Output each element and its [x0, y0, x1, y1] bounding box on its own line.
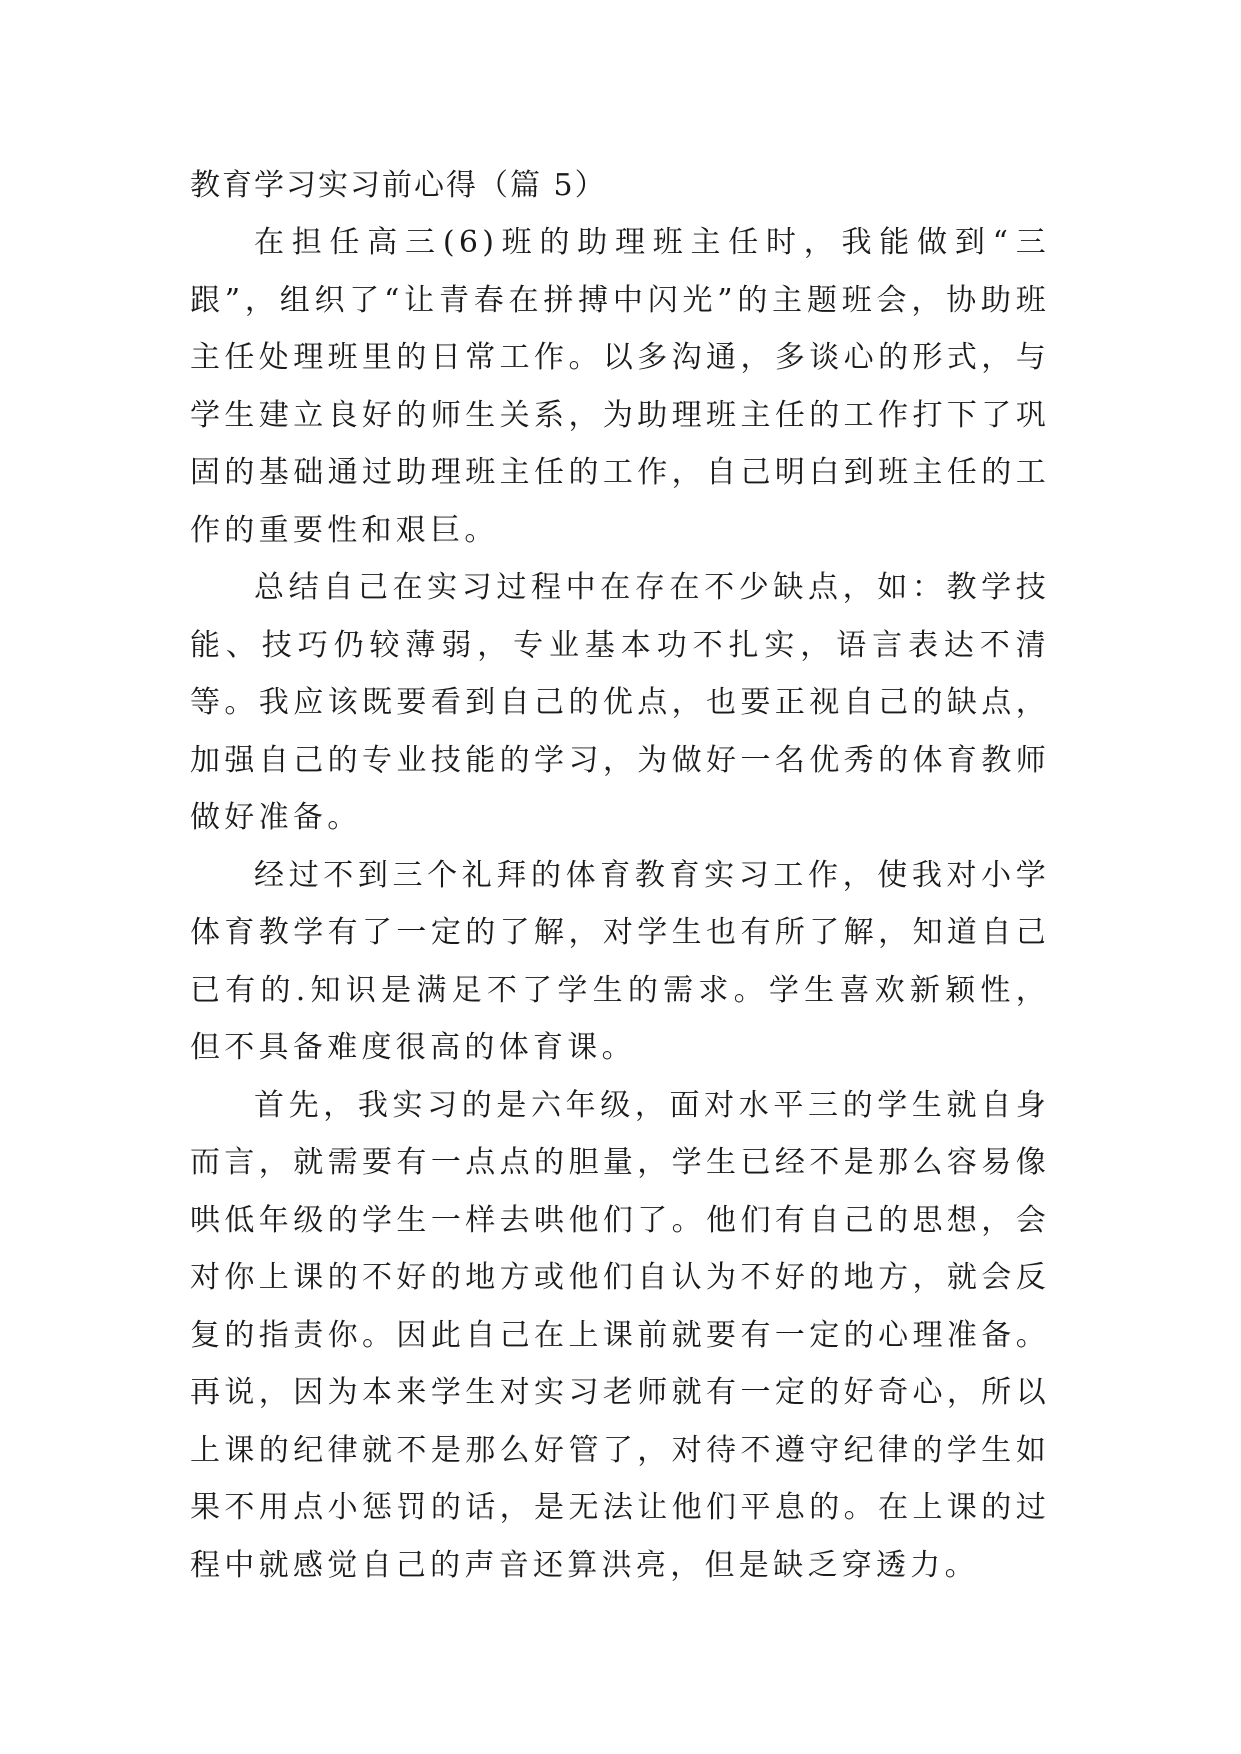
paragraph-3: 经过不到三个礼拜的体育教育实习工作，使我对小学体育教学有了一定的了解，对学生也有所了解，知道自己已有的.知识是满足不了学生的需求。学生喜欢新颖性，但不具备难度很高的体育课。	[190, 857, 1050, 1065]
paragraph-4: 首先，我实习的是六年级，面对水平三的学生就自身而言，就需要有一点点的胆量，学生已经不是那么容易像哄低年级的学生一样去哄他们了。他们有自己的思想，会对你上课的不好的地方或他们自认为不好的地方，就会反复的指责你。因此自己在上课前就要有一定的心理准备。再说，因为本来学生对实习老师就有一定的好奇心，所以上课的纪律就不是那么好管了，对待不遵守纪律的学生如果不用点小惩罚的话，是无法让他们平息的。在上课的过程中就感觉自己的声音还算洪亮，但是缺乏穿透力。	[190, 1087, 1050, 1583]
document-body	[190, 158, 1050, 1594]
document-title: 教育学习实习前心得（篇 5）	[190, 168, 607, 203]
paragraph-2: 总结自己在实习过程中在存在不少缺点，如：教学技能、技巧仍较薄弱，专业基本功不扎实，语言表达不清等。我应该既要看到自己的优点，也要正视自己的缺点，加强自己的专业技能的学习，为做好一名优秀的体育教师做好准备。	[190, 570, 1050, 835]
paragraph-1: 在担任高三(6)班的助理班主任时，我能做到“三跟”，组织了“让青春在拼搏中闪光”的主题班会，协助班主任处理班里的日常工作。以多沟通，多谈心的形式，与学生建立良好的师生关系，为助理班主任的工作打下了巩固的基础通过助理班主任的工作，自己明白到班主任的工作的重要性和艰巨。	[190, 225, 1050, 548]
